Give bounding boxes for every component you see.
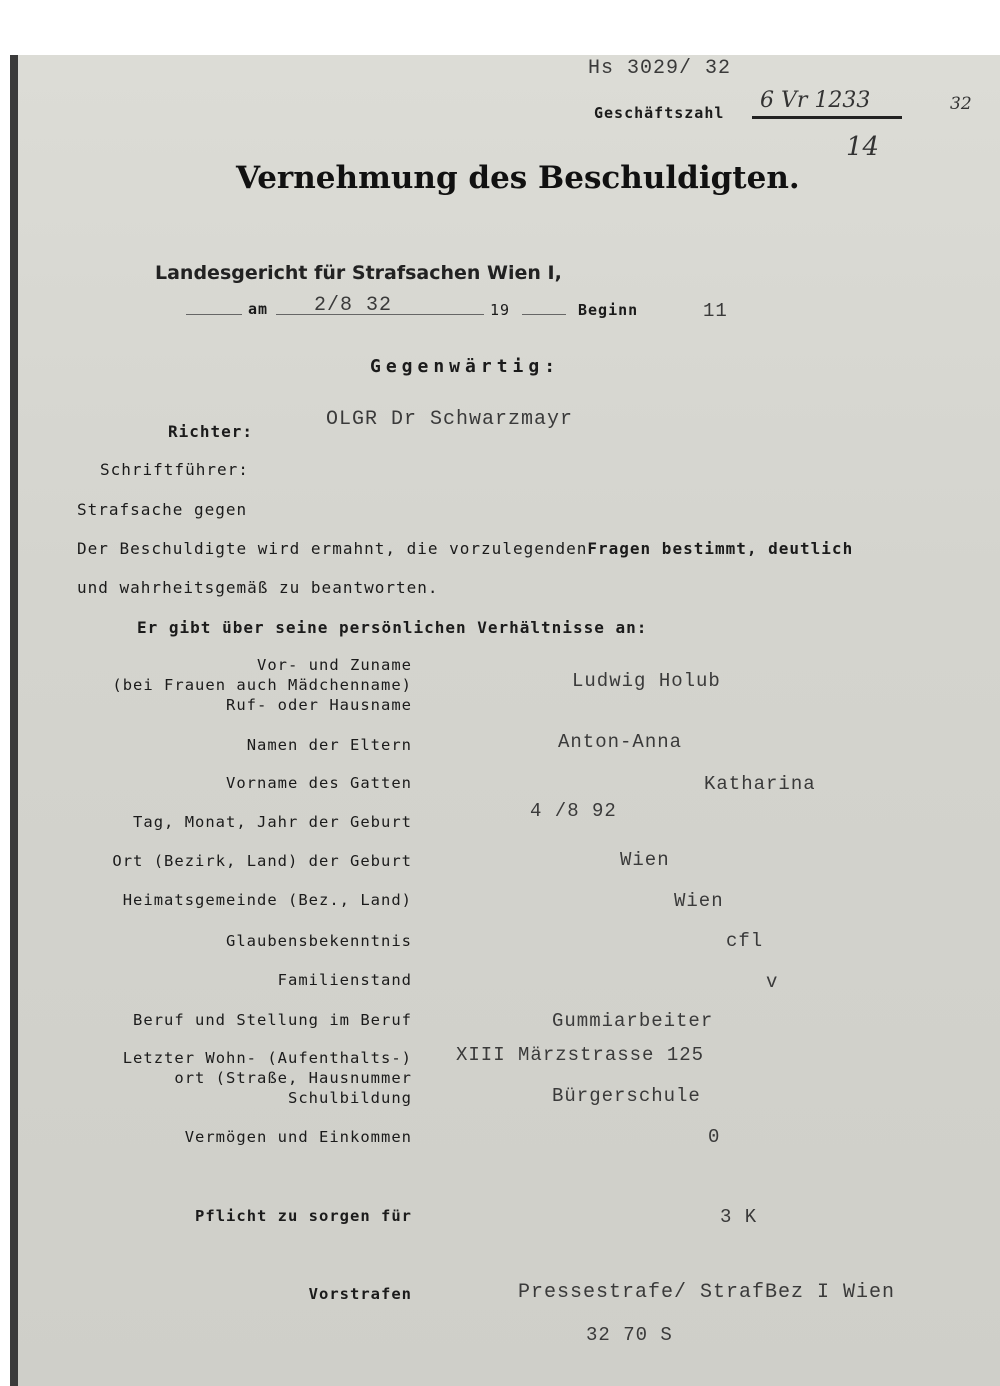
familienstand-value: v <box>766 971 779 993</box>
beginn-label: Beginn <box>578 301 639 319</box>
name-label-2: (bei Frauen auch Mädchenname) <box>112 676 412 694</box>
geschaeftszahl-value: 6 Vr 1233 <box>760 88 871 113</box>
admonition-bold: Fragen bestimmt, deutlich <box>587 539 854 558</box>
document-title: Vernehmung des Beschuldigten. <box>236 160 800 196</box>
heimat-label: Heimatsgemeinde (Bez., Land) <box>122 891 412 909</box>
pflicht-value: 3 K <box>720 1206 758 1228</box>
familienstand-label: Familienstand <box>277 971 412 989</box>
name-label-3: Ruf- oder Hausname <box>226 696 412 714</box>
heimat-value: Wien <box>674 890 724 912</box>
geburt-label: Tag, Monat, Jahr der Geburt <box>133 813 412 831</box>
vorstrafen-label: Vorstrafen <box>308 1285 412 1303</box>
year-underline <box>522 314 566 315</box>
eltern-label: Namen der Eltern <box>246 736 412 754</box>
gatte-value: Katharina <box>704 773 816 795</box>
vermoegen-label: Vermögen und Einkommen <box>184 1128 412 1146</box>
glauben-label: Glaubensbekenntnis <box>226 932 412 950</box>
vorstrafen-value-1: Pressestrafe/ StrafBez I Wien <box>518 1281 896 1304</box>
strafsache-label: Strafsache gegen <box>77 500 248 519</box>
geburtsort-value: Wien <box>620 849 670 871</box>
richter-value: OLGR Dr Schwarzmayr <box>326 408 574 431</box>
sheet-number: 14 <box>846 132 880 162</box>
file-number: Hs 3029/ 32 <box>588 57 732 80</box>
intro-line: Er gibt über seine persönlichen Verhältnisse an: <box>137 618 648 637</box>
eltern-value: Anton-Anna <box>558 731 683 753</box>
geschaeftszahl-year: 32 <box>950 94 972 114</box>
beruf-label: Beruf und Stellung im Beruf <box>133 1011 412 1029</box>
wohnort-label-2: ort (Straße, Hausnummer <box>174 1069 412 1087</box>
name-label-1: Vor- und Zuname <box>257 656 412 674</box>
vorstrafen-value-2: 32 70 S <box>586 1324 673 1346</box>
wohnort-label-1: Letzter Wohn- (Aufenthalts-) <box>122 1049 412 1067</box>
am-label: am <box>248 300 269 318</box>
pflicht-label: Pflicht zu sorgen für <box>195 1207 412 1225</box>
geschaeftszahl-label: Geschäftszahl <box>594 104 725 122</box>
beruf-value: Gummiarbeiter <box>552 1010 714 1032</box>
admonition-line-1 <box>77 539 853 558</box>
name-value: Ludwig Holub <box>572 670 721 692</box>
gatte-label: Vorname des Gatten <box>226 774 412 792</box>
date-value: 2/8 32 <box>314 294 393 317</box>
wohnort-value: XIII Märzstrasse 125 <box>456 1044 705 1066</box>
admonition-start: Der Beschuldigte wird ermahnt, die vorzulegenden <box>77 539 588 558</box>
present-heading: Gegenwärtig: <box>370 356 561 377</box>
geburt-value: 4 /8 92 <box>530 800 617 822</box>
date-prefix-line <box>186 314 242 315</box>
schulbildung-label: Schulbildung <box>288 1089 412 1107</box>
richter-label: Richter: <box>168 422 254 441</box>
beginn-value: 11 <box>703 300 728 322</box>
schriftfuehrer-label: Schriftführer: <box>100 460 249 479</box>
geschaeftszahl-underline <box>752 116 902 119</box>
year-label: 19 <box>490 301 511 319</box>
document-sheet <box>10 55 1000 1386</box>
schulbildung-value: Bürgerschule <box>552 1085 701 1107</box>
vermoegen-value: 0 <box>708 1126 721 1148</box>
admonition-line-2: und wahrheitsgemäß zu beantworten. <box>77 578 439 597</box>
glauben-value: cfl <box>726 930 764 952</box>
geburtsort-label: Ort (Bezirk, Land) der Geburt <box>112 852 412 870</box>
court-name: Landesgericht für Strafsachen Wien I, <box>155 262 562 284</box>
